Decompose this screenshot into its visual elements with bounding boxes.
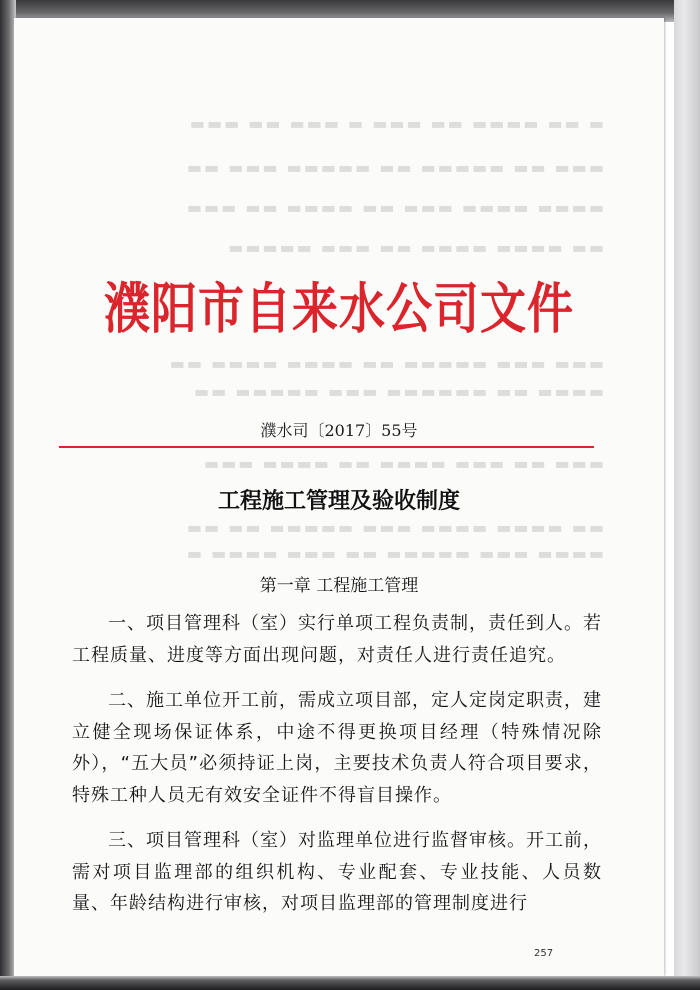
document-number: 濮水司〔2017〕55号 — [260, 421, 418, 440]
bleed-through-texture: ▬▬▬▬ ▬▬▬▬ ▬▬▬ ▬▬ ▬▬▬▬ ▬▬ ▬▬▬ — [184, 198, 604, 217]
paragraph: 三、项目管理科（室）对监理单位进行监督审核。开工前，需对项目监理部的组织机构、专业配套、专业技能、人员数量、年龄结构进行审核，对项目监理部的管理制度进行 — [72, 830, 602, 914]
scanner-edge-bottom — [0, 976, 700, 990]
bleed-through-texture: ▬▬ ▬▬▬▬ ▬▬▬▬ ▬▬▬ ▬▬▬▬▬ ▬▬ ▬▬ — [184, 518, 604, 537]
bleed-through-texture: ▬▬▬ ▬▬ ▬▬▬ ▬▬▬▬ ▬▬ ▬▬▬▬ ▬▬▬ — [202, 454, 604, 473]
bleed-through-texture: ▬ ▬▬ ▬▬▬▬ ▬▬ ▬▬▬ ▬ ▬▬▬ ▬▬ ▬▬▬ — [187, 114, 604, 133]
bleed-through-texture: ▬▬▬▬ ▬▬▬ ▬▬▬▬▬ ▬▬ ▬▬▬ ▬▬▬▬ ▬ — [184, 544, 604, 563]
red-divider-rule — [59, 446, 594, 448]
bleed-through-texture: ▬▬▬ ▬▬ ▬▬▬▬▬ ▬▬ ▬▬▬▬▬ ▬▬▬ ▬▬ — [184, 158, 604, 177]
chapter-heading: 第一章 工程施工管理 — [259, 576, 419, 596]
paragraph: 一、项目管理科（室）实行单项工程负责制，责任到人。若工程质量、进度等方面出现问题，对责任人进行责任追究。 — [72, 613, 602, 666]
document-title: 工程施工管理及验收制度 — [217, 488, 460, 514]
paragraph: 二、施工单位开工前，需成立项目部，定人定岗定职责，建立健全现场保证体系，中途不得更换项目经理（特殊情况除外），“五大员”必须持证上岗，主要技术负责人符合项目要求，特殊工种人员无有效安全证件不得盲目操作。 — [72, 690, 602, 806]
bleed-through-texture: ▬▬▬▬ ▬▬ ▬▬▬▬▬▬ ▬▬▬ ▬▬▬▬▬ ▬▬ — [191, 382, 604, 401]
body-text — [72, 608, 602, 934]
document-page — [14, 18, 664, 976]
page-number: 257 — [534, 948, 554, 959]
issuer-header-title: 濮阳市自来水公司文件 — [104, 276, 574, 341]
bleed-through-texture: ▬▬ ▬▬▬▬ ▬▬▬▬ ▬▬ ▬▬▬ ▬▬▬▬▬ — [226, 238, 604, 257]
scanner-edge-right — [674, 0, 700, 990]
bleed-through-texture: ▬▬▬ ▬▬▬ ▬▬▬▬▬ ▬▬ ▬▬▬▬ ▬▬▬▬ ▬▬ — [167, 354, 604, 373]
